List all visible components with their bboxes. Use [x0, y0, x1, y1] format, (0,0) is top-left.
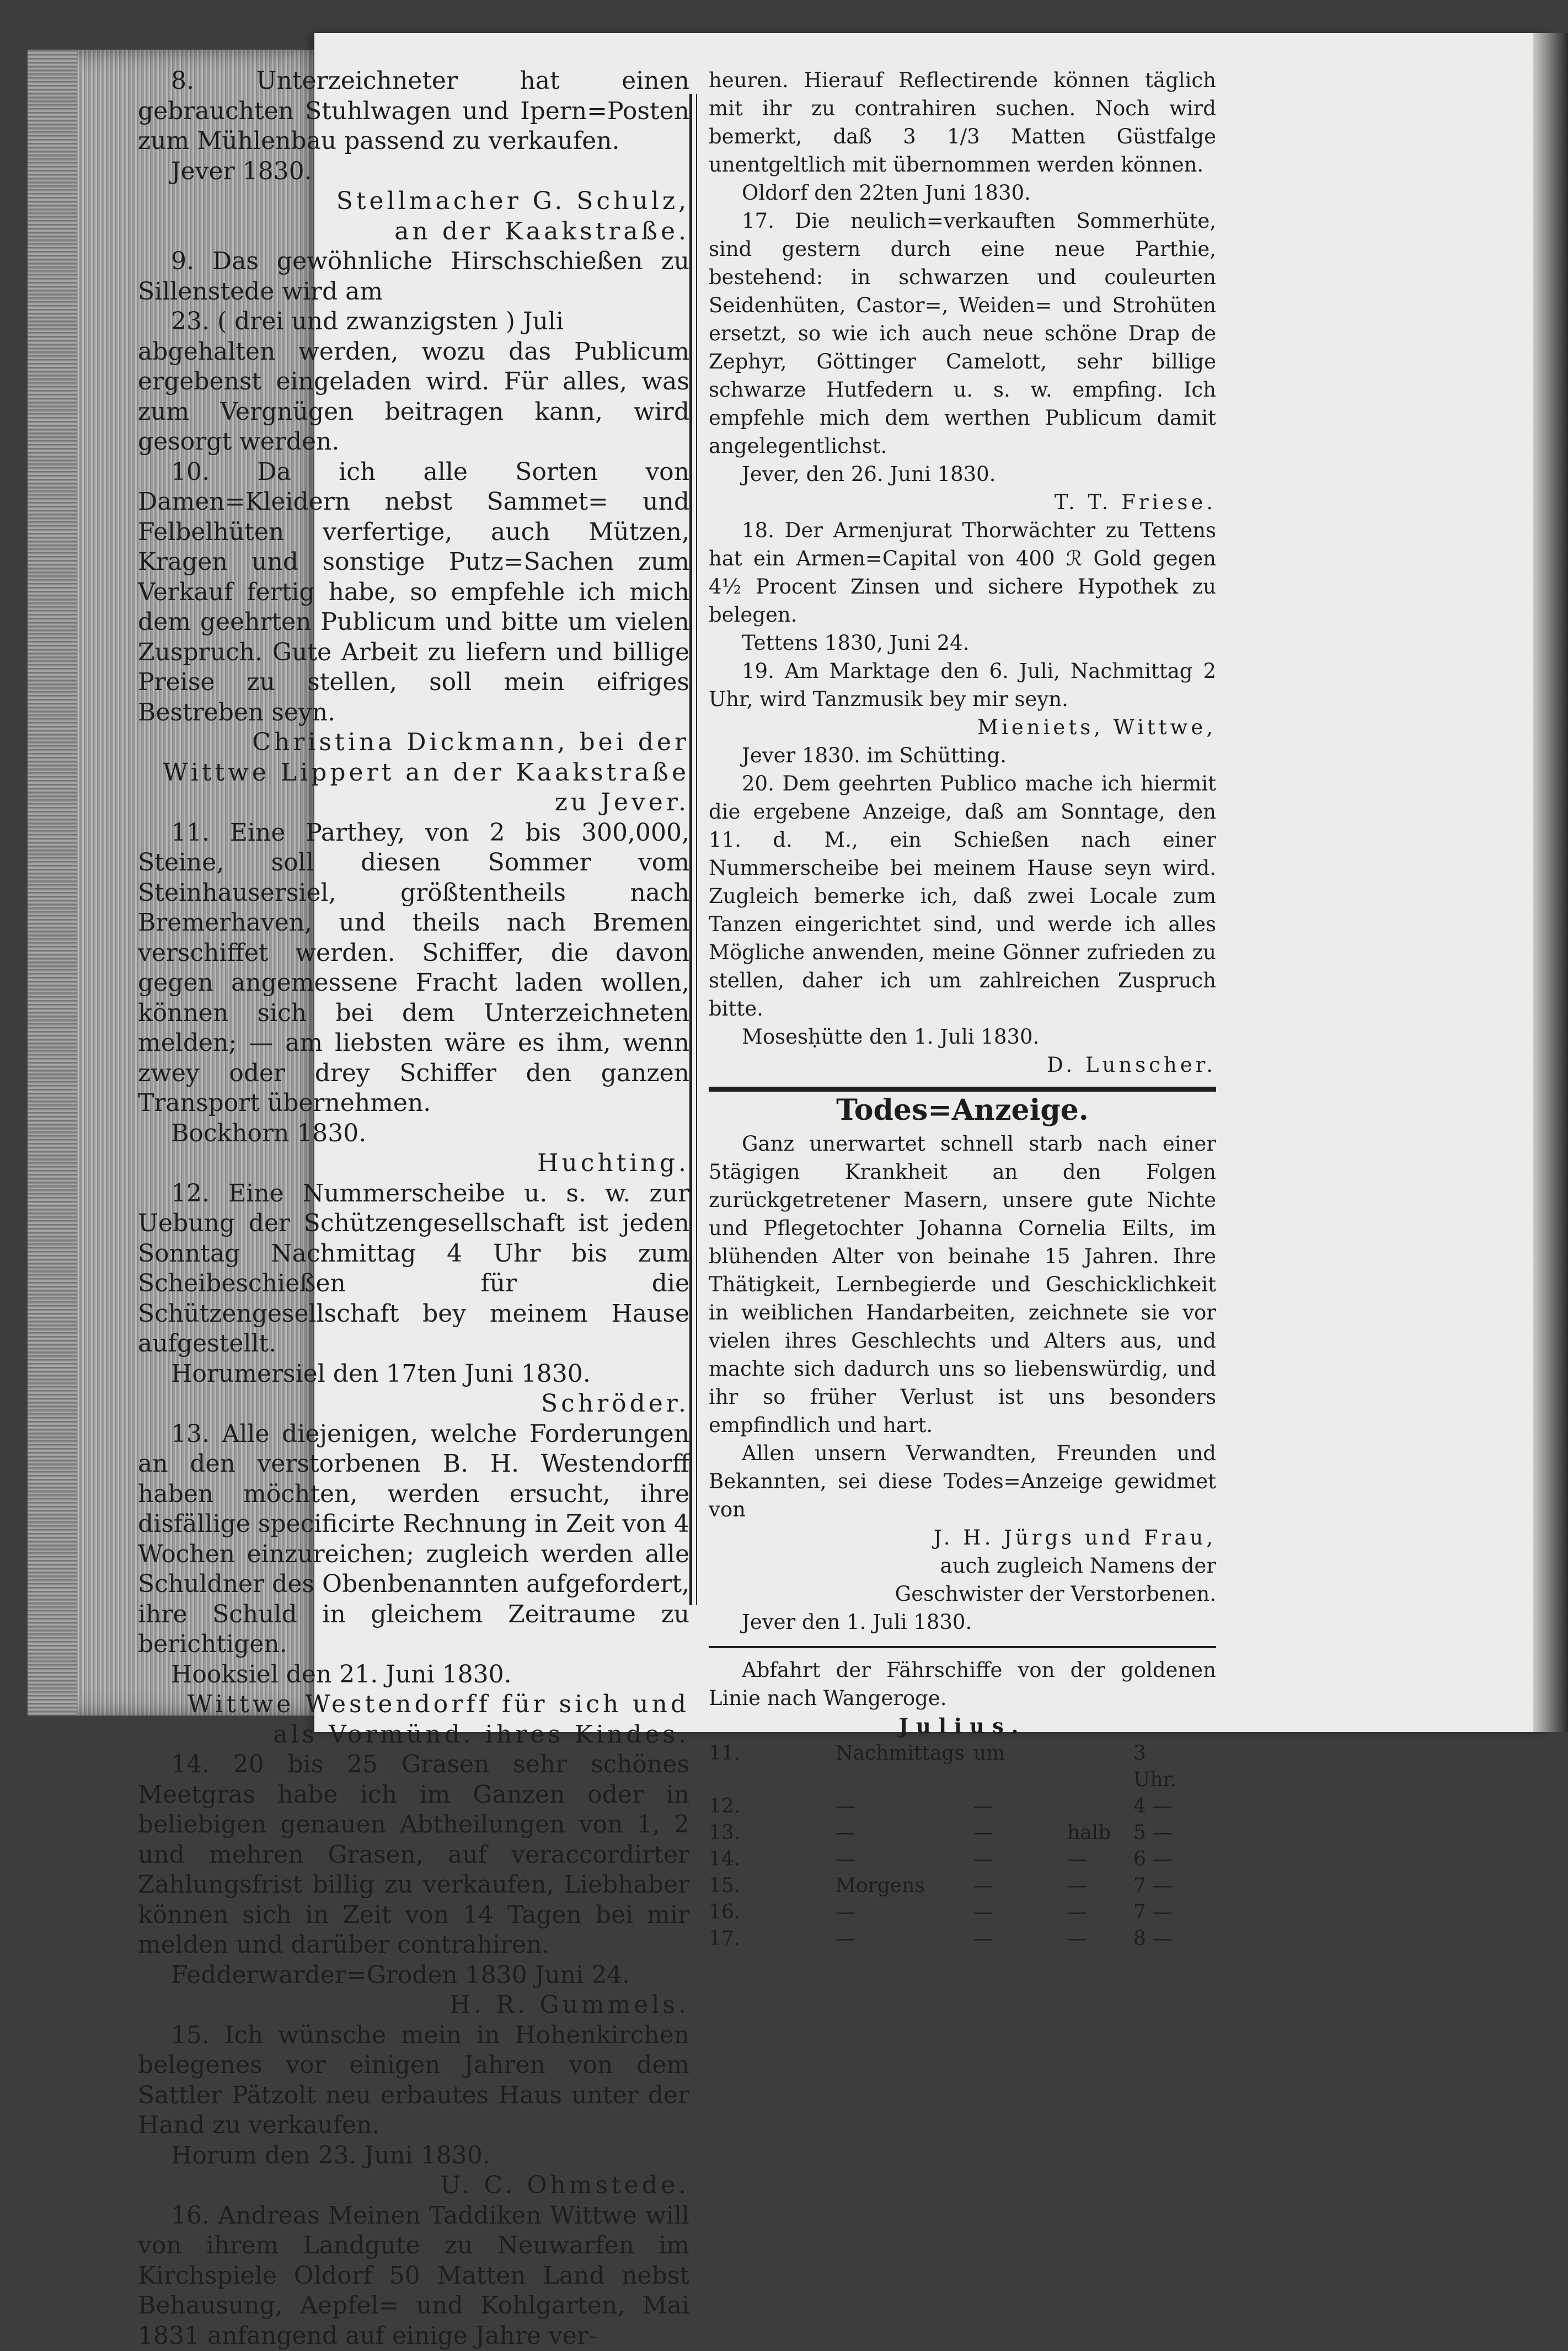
- ferry-schedule-cell: —: [1067, 1846, 1133, 1873]
- ferry-month: Julius.: [709, 1712, 1216, 1740]
- right-column-ads: [709, 66, 1216, 1079]
- ferry-schedule-cell: halb: [1067, 1820, 1133, 1846]
- ferry-schedule-table: [709, 1740, 1216, 1952]
- signature-line: H. R. Gummels.: [138, 1990, 689, 2021]
- ferry-schedule-row: [709, 1740, 1216, 1793]
- signature-line: an der Kaakstraße.: [138, 217, 689, 247]
- death-notice-body: Ganz unerwartet schnell starb nach einer 5tägigen Krankheit an den Folgen zurückgetretener Masern, unsere gute Nichte und Pflegetochter Johanna Cornelia Eilts, im blühenden Alter von beinahe 15 Jahren. Ihre Thätigkeit, Lernbegierde und Geschicklichkeit in weiblichen Handarbeiten, zeichnete sie vor vielen ihres Geschlechts und Alters aus, und machte sich dadurch uns so liebenswürdig, und ihr so früher Verlust ist uns besonders empfindlich und hart.: [709, 1130, 1216, 1439]
- page-gutter-shadow: [1533, 33, 1568, 1732]
- signature-line: Huchting.: [138, 1148, 689, 1179]
- ferry-schedule-cell: 7 —: [1133, 1899, 1178, 1926]
- ferry-schedule-cell: [1067, 1793, 1133, 1820]
- ferry-schedule-cell: —: [973, 1820, 1067, 1846]
- signature-line: Christina Dickmann, bei der: [138, 728, 689, 758]
- book-cover-edge: [28, 50, 77, 1716]
- advert-paragraph: 11. Eine Parthey, von 2 bis 300,000, Steine, soll diesen Sommer vom Steinhausersiel, größtentheils nach Bremerhaven, und theils nach Bremen verschiffet werden. Schiffer, die davon gegen angemessene Fracht laden wollen, können sich bei dem Unterzeichneten melden; — am liebsten wäre es ihm, wenn zwey oder drey Schiffer den ganzen Transport übernehmen.: [138, 818, 689, 1119]
- right-column: [709, 66, 1216, 1952]
- advert-paragraph: abgehalten werden, wozu das Publicum ergebenst eingeladen wird. Für alles, was zum Vergnügen beitragen kann, wird gesorgt werden.: [138, 337, 689, 457]
- advert-paragraph: 23. ( drei und zwanzigsten ) Juli: [138, 307, 689, 337]
- advert-paragraph: Horumersiel den 17ten Juni 1830.: [138, 1359, 689, 1390]
- death-notice-dedication: Allen unsern Verwandten, Freunden und Bekannten, sei diese Todes=Anzeige gewidmet von: [709, 1439, 1216, 1524]
- ferry-schedule-cell: —: [973, 1926, 1067, 1952]
- advert-paragraph: 16. Andreas Meinen Taddiken Wittwe will von ihrem Landgute zu Neuwarfen im Kirchspiele Oldorf 50 Matten Land nebst Behausung, Aepfel= und Kohlgarten, Mai 1831 anfangend auf einige Jahre ver-: [138, 2201, 689, 2351]
- signature-line: Schröder.: [138, 1389, 689, 1419]
- ferry-schedule-row: [709, 1793, 1216, 1820]
- advert-paragraph: 17. Die neulich=verkauften Sommerhüte, sind gestern durch eine neue Parthie, bestehend: in schwarzen und couleurten Seidenhüten, Castor=, Weiden= und Strohüten ersetzt, so wie ich auch neue schöne Drap de Zephyr, Göttinger Camelott, sehr billige schwarze Hutfedern u. s. w. empfing. Ich empfehle mich dem werthen Publicum damit angelegentlichst.: [709, 207, 1216, 460]
- advert-paragraph: 19. Am Marktage den 6. Juli, Nachmittag 2 Uhr, wird Tanzmusik bey mir seyn.: [709, 657, 1216, 713]
- section-rule-thin: [709, 1646, 1216, 1648]
- ferry-schedule-cell: 15.: [709, 1873, 836, 1899]
- ferry-schedule-cell: 12.: [709, 1793, 836, 1820]
- ferry-schedule-row: [709, 1846, 1216, 1873]
- ferry-schedule-cell: 17.: [709, 1926, 836, 1952]
- ferry-schedule-cell: [1067, 1740, 1133, 1793]
- column-divider-thin: [696, 94, 697, 1605]
- ferry-title: Abfahrt der Fährschiffe von der goldenen Linie nach Wangeroge.: [709, 1656, 1216, 1712]
- advert-paragraph: heuren. Hierauf Reflectirende können täglich mit ihr zu contrahiren suchen. Noch wird bemerkt, daß 3 1/3 Matten Güstfalge unentgeltlich mit übernommen werden können.: [709, 66, 1216, 179]
- advert-paragraph: 18. Der Armenjurat Thorwächter zu Tettens hat ein Armen=Capital von 400 ℛ Gold gegen 4½ Procent Zinsen und sichere Hypothek zu belegen.: [709, 516, 1216, 629]
- death-notice-signature: J. H. Jürgs und Frau,: [709, 1524, 1216, 1552]
- ferry-schedule-cell: —: [973, 1899, 1067, 1926]
- advert-paragraph: Bockhorn 1830.: [138, 1119, 689, 1149]
- ferry-schedule-cell: —: [973, 1793, 1067, 1820]
- signature-line: Wittwe Lippert an der Kaakstraße zu Jever.: [138, 758, 689, 818]
- ferry-schedule-row: [709, 1899, 1216, 1926]
- ferry-schedule-cell: 6 —: [1133, 1846, 1178, 1873]
- death-notice-signature-line2: auch zugleich Namens der: [709, 1552, 1216, 1580]
- ferry-schedule-cell: 8 —: [1133, 1926, 1178, 1952]
- ferry-schedule-cell: Nachmittags: [836, 1740, 973, 1793]
- ferry-schedule-cell: —: [973, 1873, 1067, 1899]
- advert-paragraph: Fedderwarder=Groden 1830 Juni 24.: [138, 1960, 689, 1991]
- advert-paragraph: Jever 1830.: [138, 157, 689, 187]
- signature-line: Mieniets, Wittwe,: [709, 713, 1216, 741]
- signature-line: U. C. Ohmstede.: [138, 2171, 689, 2201]
- ferry-schedule-cell: 11.: [709, 1740, 836, 1793]
- left-column: [138, 66, 689, 2351]
- ferry-schedule-cell: 5 —: [1133, 1820, 1178, 1846]
- ferry-schedule-cell: Morgens: [836, 1873, 973, 1899]
- advert-paragraph: Jever 1830. im Schütting.: [709, 741, 1216, 770]
- advert-paragraph: 9. Das gewöhnliche Hirschschießen zu Sillenstede wird am: [138, 247, 689, 307]
- advert-paragraph: 10. Da ich alle Sorten von Damen=Kleidern nebst Sammet= und Felbelhüten verfertige, auch Mützen, Kragen und sonstige Putz=Sachen zum Verkauf fertig habe, so empfehle ich mich dem geehrten Publicum und bitte um vielen Zuspruch. Gute Arbeit zu liefern und billige Preise zu stellen, soll mein eifriges Bestreben seyn.: [138, 457, 689, 728]
- death-notice-signature-line3: Geschwister der Verstorbenen.: [709, 1580, 1216, 1608]
- ferry-schedule-cell: um: [973, 1740, 1067, 1793]
- advert-paragraph: Horum den 23. Juni 1830.: [138, 2141, 689, 2171]
- ferry-schedule-cell: —: [836, 1846, 973, 1873]
- ferry-schedule-cell: —: [836, 1793, 973, 1820]
- ferry-schedule-cell: —: [836, 1899, 973, 1926]
- signature-line: D. Lunscher.: [709, 1051, 1216, 1079]
- signature-line: T. T. Friese.: [709, 488, 1216, 516]
- ferry-schedule-cell: 14.: [709, 1846, 836, 1873]
- ferry-schedule-cell: 3 Uhr.: [1133, 1740, 1178, 1793]
- ferry-schedule-cell: 7 —: [1133, 1873, 1178, 1899]
- advert-paragraph: Jever, den 26. Juni 1830.: [709, 460, 1216, 488]
- ferry-schedule-cell: —: [836, 1820, 973, 1846]
- ferry-schedule-row: [709, 1926, 1216, 1952]
- signature-line: Wittwe Westendorff für sich und: [138, 1690, 689, 1720]
- section-rule: [709, 1087, 1216, 1092]
- ferry-schedule-cell: —: [973, 1846, 1067, 1873]
- ferry-schedule-cell: —: [836, 1926, 973, 1952]
- advert-paragraph: 20. Dem geehrten Publico mache ich hiermit die ergebene Anzeige, daß am Sonntage, den 11. d. M., ein Schießen nach einer Nummerscheibe bei meinem Hause seyn wird. Zugleich bemerke ich, daß zwei Locale zum Tanzen eingerichtet sind, und werde ich alles Mögliche anwenden, meine Gönner zufrieden zu stellen, daher ich um zahlreichen Zuspruch bitte.: [709, 770, 1216, 1023]
- ferry-schedule-cell: 13.: [709, 1820, 836, 1846]
- signature-line: Stellmacher G. Schulz,: [138, 186, 689, 217]
- ferry-schedule-cell: —: [1067, 1926, 1133, 1952]
- ferry-schedule-cell: —: [1067, 1873, 1133, 1899]
- advert-paragraph: 8. Unterzeichneter hat einen gebrauchten Stuhlwagen und Ipern=Posten zum Mühlenbau passend zu verkaufen.: [138, 66, 689, 157]
- death-notice-place-date: Jever den 1. Juli 1830.: [709, 1608, 1216, 1636]
- advert-paragraph: 15. Ich wünsche mein in Hohenkirchen belegenes vor einigen Jahren von dem Sattler Pätzolt neu erbautes Haus unter der Hand zu verkaufen.: [138, 2021, 689, 2141]
- ferry-schedule-cell: 16.: [709, 1899, 836, 1926]
- ferry-schedule-cell: 4 —: [1133, 1793, 1178, 1820]
- advert-paragraph: 13. Alle diejenigen, welche Forderungen an den verstorbenen B. H. Westendorff haben möchten, werden ersucht, ihre disfällige specificirte Rechnung in Zeit von 4 Wochen einzureichen; zugleich werden alle Schuldner des Obenbenannten aufgefordert, ihre Schuld in gleichem Zeitraume zu berichtigen.: [138, 1419, 689, 1660]
- signature-line: als Vormünd. ihres Kindes.: [138, 1720, 689, 1750]
- ferry-schedule-row: [709, 1820, 1216, 1846]
- death-notice-title: Todes=Anzeige.: [709, 1096, 1216, 1124]
- advert-paragraph: Hooksiel den 21. Juni 1830.: [138, 1660, 689, 1690]
- column-divider: [689, 94, 692, 1605]
- ferry-schedule-cell: —: [1067, 1899, 1133, 1926]
- advert-paragraph: 14. 20 bis 25 Grasen sehr schönes Meetgras habe ich im Ganzen oder in beliebigen genauen Abtheilungen von 1, 2 und mehren Grasen, auf veraccordirter Zahlungsfrist billig zu verkaufen, Liebhaber können sich in Zeit von 14 Tagen bei mir melden und darüber contrahiren.: [138, 1750, 689, 1960]
- advert-paragraph: Mosesḥütte den 1. Juli 1830.: [709, 1023, 1216, 1051]
- advert-paragraph: 12. Eine Nummerscheibe u. s. w. zur Uebung der Schützengesellschaft ist jeden Sonntag Nachmittag 4 Uhr bis zum Scheibeschießen für die Schützengesellschaft bey meinem Hause aufgestellt.: [138, 1179, 689, 1359]
- advert-paragraph: Tettens 1830, Juni 24.: [709, 629, 1216, 657]
- advert-paragraph: Oldorf den 22ten Juni 1830.: [709, 179, 1216, 207]
- ferry-schedule-row: [709, 1873, 1216, 1899]
